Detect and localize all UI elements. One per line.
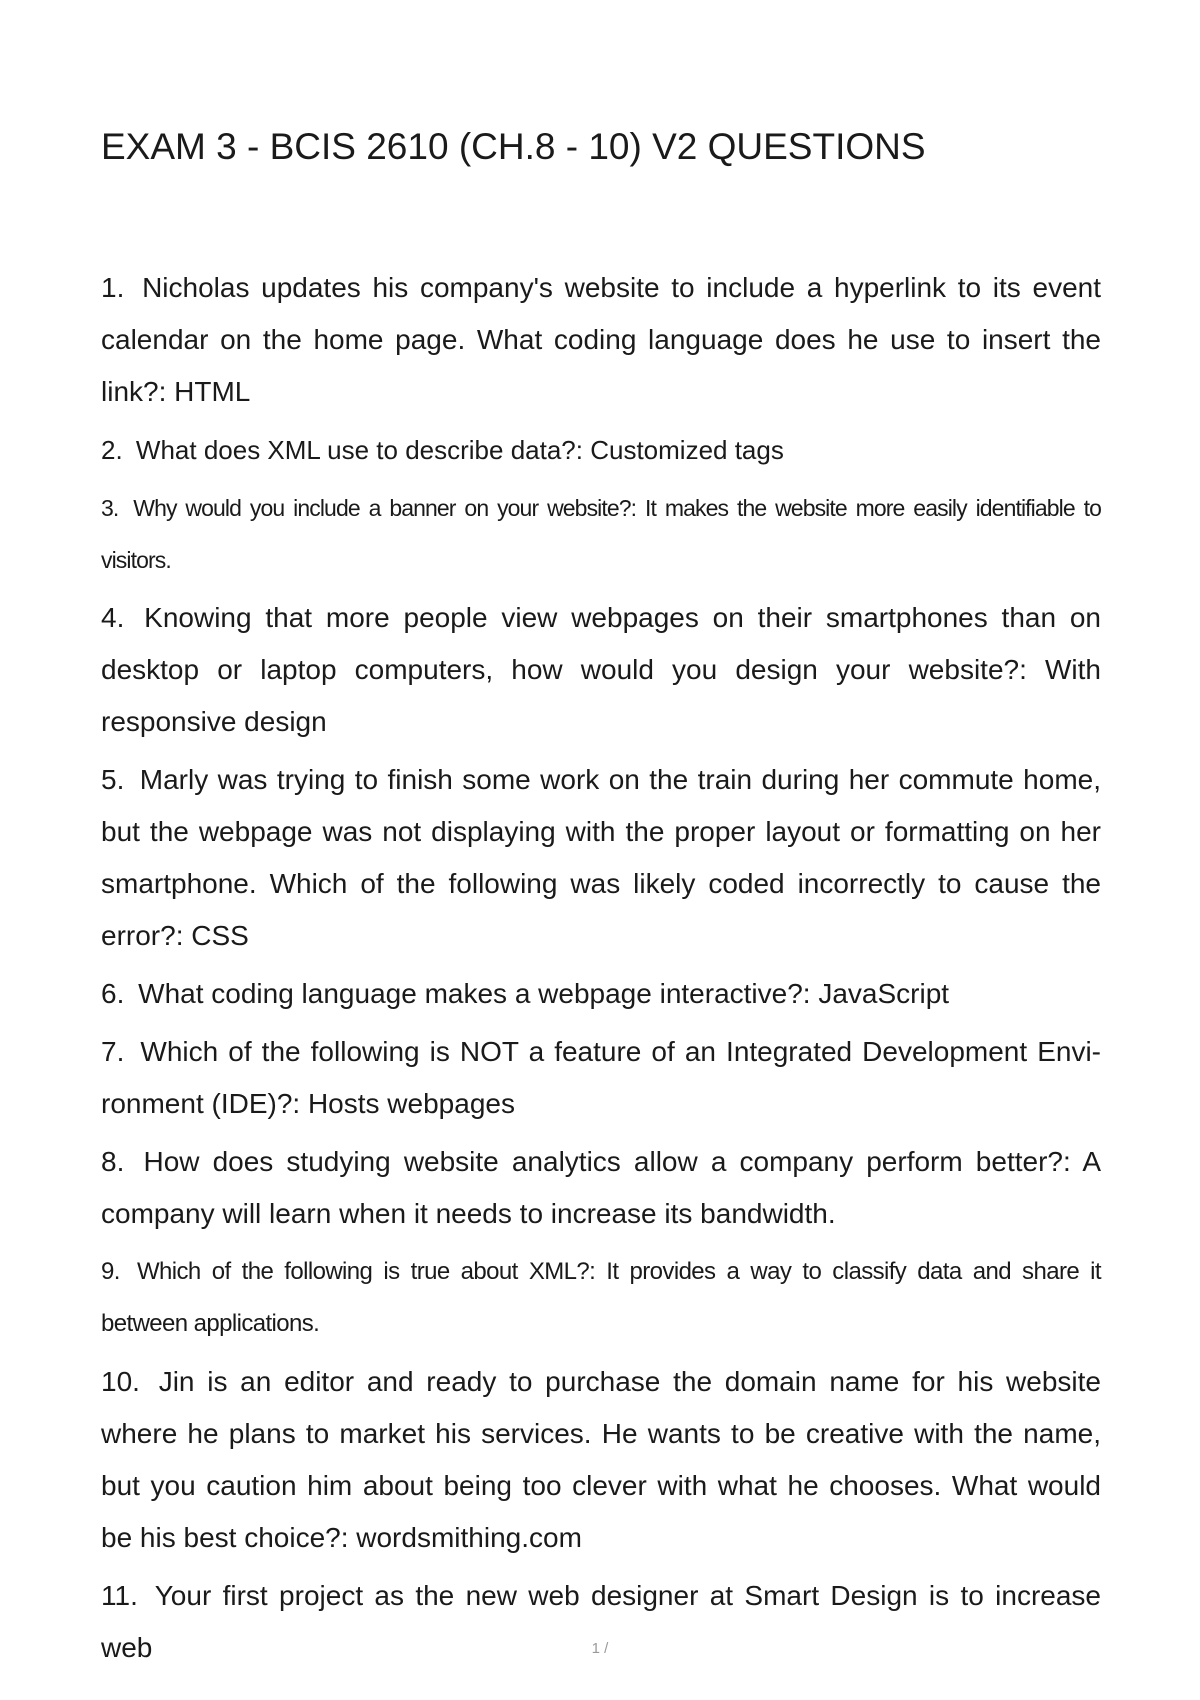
question-text: Jin is an editor and ready to purchase the domain name for his website where he plans to market his services. He wants to be creative with the name, but you caution him about being too clever with what he chooses. What would be his best choice?: wordsmithing.com [101, 1366, 1101, 1553]
page-number: 1 / [591, 1640, 609, 1657]
question-text: Your first project as the new web designer at Smart Design is to increase web [101, 1580, 1102, 1663]
question-number: 3. [101, 495, 119, 521]
question-text: Nicholas updates his company's website to include a hyperlink to its event calendar on the home page. What coding language does he use to insert the link?: HTML [101, 272, 1101, 407]
question-text: Marly was trying to finish some work on the train during her commute home, but the webpage was not displaying with the proper layout or formatting on her smartphone. Which of the following was likely coded incorrectly to cause the error?: CSS [101, 764, 1101, 951]
question-item [101, 592, 1101, 748]
question-item [101, 754, 1101, 962]
question-text: What does XML use to describe data?: Customized tags [135, 435, 784, 465]
document-title: EXAM 3 - BCIS 2610 (CH.8 - 10) V2 QUESTIONS [101, 126, 926, 167]
question-item [101, 262, 1101, 418]
question-number: 11. [101, 1580, 138, 1611]
question-item [101, 1026, 1101, 1130]
question-number: 9. [101, 1258, 120, 1285]
question-text: Knowing that more people view webpages on their smartphones than on desktop or laptop computers, how would you design your website?: With responsive design [101, 602, 1102, 737]
question-number: 2. [101, 435, 123, 465]
question-item [101, 1136, 1101, 1240]
question-item [101, 968, 1101, 1020]
question-text: Which of the following is true about XML?: It provides a way to classify data and share it between applications. [101, 1258, 1101, 1337]
question-number: 1. [101, 272, 125, 303]
question-item [101, 482, 1101, 586]
question-text: What coding language makes a webpage interactive?: JavaScript [138, 978, 950, 1009]
question-number: 8. [101, 1146, 125, 1177]
question-item [101, 1356, 1101, 1564]
question-text: How does studying website analytics allow a company perform better?: A company will learn when it needs to increase its bandwidth. [101, 1146, 1101, 1229]
question-number: 4. [101, 602, 125, 633]
question-text: Why would you include a banner on your website?: It makes the website more easily identifiable to visitors. [101, 495, 1101, 573]
question-number: 6. [101, 978, 125, 1009]
question-list [101, 262, 1101, 1680]
question-text: Which of the following is NOT a feature of an Integrated Development Envi- ronment (IDE)?: Hosts webpages [101, 1036, 1102, 1119]
question-number: 5. [101, 764, 125, 795]
question-item [101, 424, 1101, 476]
question-item [101, 1246, 1101, 1350]
question-number: 10. [101, 1366, 140, 1397]
question-number: 7. [101, 1036, 125, 1067]
question-item [101, 1570, 1101, 1674]
